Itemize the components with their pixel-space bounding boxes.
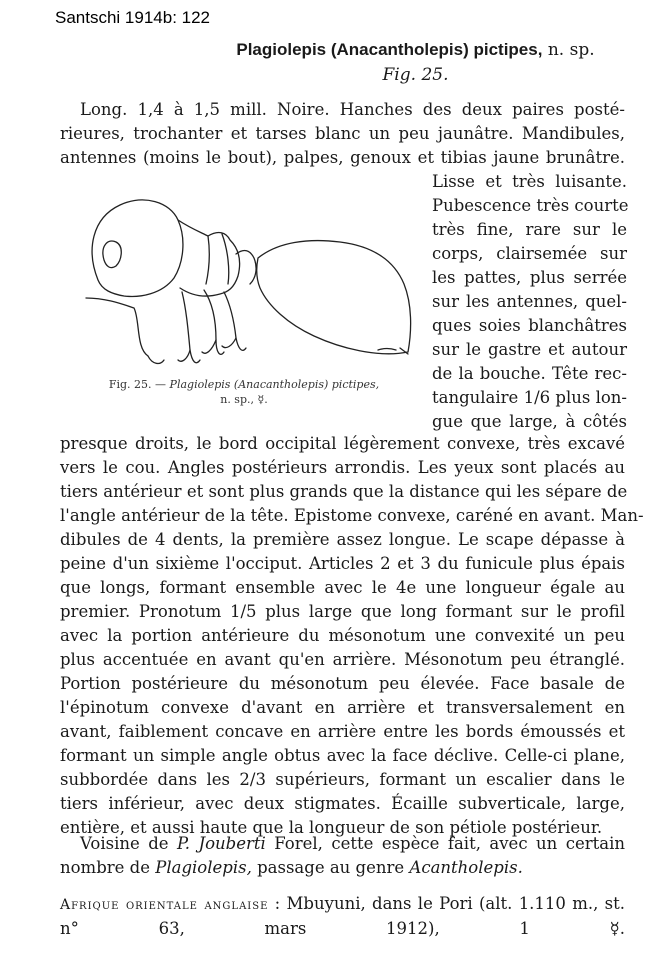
italic-genus: Plagiolepis, <box>155 858 252 877</box>
text-line: avec la portion antérieure du mésonotum une convexité un peu <box>60 626 625 645</box>
text-line: très fine, rare sur le <box>432 220 627 239</box>
text-line: avant, faiblement concave en arrière entre les bords émoussés et <box>60 722 625 741</box>
text-line: Lisse et très luisante. <box>432 172 627 191</box>
ant-illustration <box>78 180 423 375</box>
paragraph-description-1 <box>60 98 625 170</box>
italic-genus: Acantholepis. <box>409 858 523 877</box>
text-line: Pubescence très courte <box>432 196 629 215</box>
text-line: l'angle antérieur de la tête. Epistome convexe, caréné en avant. Man- <box>60 506 644 525</box>
caption-species: Plagiolepis (Anacantholepis) pictipes, <box>169 378 380 391</box>
head-outline <box>92 200 183 296</box>
text-line: antennes (moins le bout), palpes, genoux et tibias jaune brunâtre. <box>60 148 625 167</box>
citation-header: Santschi 1914b: 122 <box>55 8 211 27</box>
text-line: tiers inférieur, avec deux stigmates. Écaille subverticale, large, <box>60 794 625 813</box>
locality-region: Afrique orientale anglaise <box>60 897 269 913</box>
text-line: gue que large, à côtés <box>432 412 627 431</box>
text-line <box>60 832 625 856</box>
text-line: presque droits, le bord occipital légèrement convexe, très excavé <box>60 434 625 453</box>
paragraph-comparison <box>60 832 625 880</box>
sidebar-text-column <box>432 170 627 434</box>
antenna-outline <box>86 298 148 356</box>
text-run: : Mbuyuni, dans le Pori (alt. <box>268 894 513 913</box>
text-run: nombre de <box>60 858 156 877</box>
text-line <box>60 894 512 913</box>
text-line: ques soies blanchâtres <box>432 316 627 335</box>
text-line <box>60 856 625 880</box>
leg-outline <box>224 292 246 350</box>
text-line: rieures, trochanter et tarses blanc un peu jaunâtre. Mandibules, <box>60 124 625 143</box>
text-line: l'épinotum convexe d'avant en arrière et transversalement en <box>60 698 625 717</box>
gaster-outline <box>257 241 411 354</box>
eye-outline <box>103 241 121 268</box>
leg-outline <box>182 292 200 363</box>
text-run: Forel, cette espèce fait, avec un certain <box>265 834 625 853</box>
text-line: que longs, formant ensemble avec le 4e une longueur égale au <box>60 578 625 597</box>
text-line: corps, clairsemée sur <box>432 244 627 263</box>
text-line: tangulaire 1/6 plus lon- <box>432 388 627 407</box>
text-run: Voisine de <box>80 834 177 853</box>
text-line: Portion postérieure du mésonotum peu élevée. Face basale de <box>60 674 625 693</box>
text-line: sur les antennes, quel- <box>432 292 627 311</box>
text-line: sur le gastre et autour <box>432 340 627 359</box>
caption-prefix: Fig. 25. — <box>108 378 167 391</box>
text-line: subbordée dans les 2/3 supérieurs, formant un escalier dans le <box>60 770 625 789</box>
paragraph-description-2 <box>60 432 644 840</box>
text-run: passage au genre <box>251 858 410 877</box>
text-line: peine d'un sixième l'occiput. Articles 2 et 3 du funicule plus épais <box>60 554 625 573</box>
text-line: plus accentuée en avant qu'en arrière. Mésonotum peu étranglé. <box>60 650 625 669</box>
italic-species: P. Jouberti <box>177 834 266 853</box>
paragraph-locality <box>60 892 625 941</box>
text-line: de la bouche. Tête rec- <box>432 364 627 383</box>
text-line: Long. 1,4 à 1,5 mill. Noire. Hanches des deux paires posté- <box>80 100 625 119</box>
text-line: tiers antérieur et sont plus grands que la distance qui les sépare de <box>60 482 628 501</box>
figure-reference: Fig. 25. <box>382 65 449 85</box>
species-name: Plagiolepis (Anacantholepis) pictipes, <box>236 40 543 59</box>
text-line: vers le cou. Angles postérieurs arrondis. Les yeux sont placés au <box>60 458 625 477</box>
text-line: entière, et aussi haute que la longueur de son pétiole postérieur. <box>60 818 603 837</box>
species-status: n. sp. <box>547 40 595 60</box>
caption-suffix: n. sp., ☿. <box>220 393 268 406</box>
text-line: 1.110 m., st. n° 63, mars 1912), 1 ☿. <box>60 894 625 938</box>
species-title <box>0 40 671 60</box>
text-line: dibules de 4 dents, la première assez longue. Le scape dépasse à <box>60 530 625 549</box>
text-line: formant un simple angle obtus avec la face déclive. Celle-ci plane, <box>60 746 625 765</box>
text-line: les pattes, plus serrée <box>432 268 627 287</box>
figure-caption <box>74 377 414 407</box>
text-line: premier. Pronotum 1/5 plus large que long formant sur le profil <box>60 602 625 621</box>
